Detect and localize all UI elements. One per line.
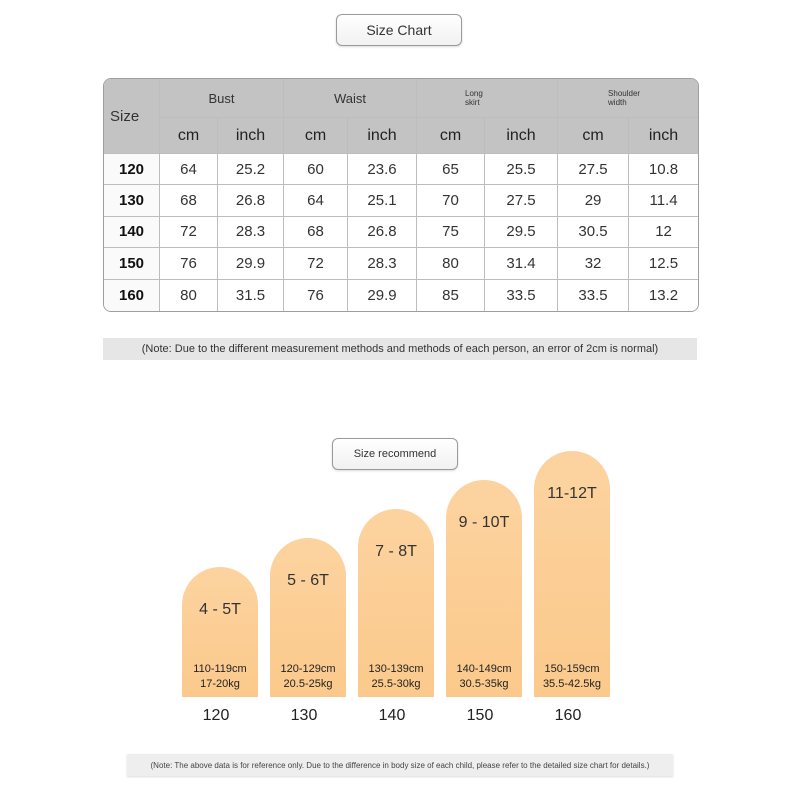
- table-cell: 76: [160, 248, 218, 279]
- body-measurements: [270, 662, 346, 692]
- bar-size-label: 150: [466, 707, 494, 724]
- table-cell: 29.9: [348, 280, 417, 311]
- table-cell: 32: [558, 248, 629, 279]
- table-row: [104, 217, 698, 248]
- unit-header: inch: [485, 118, 558, 154]
- table-cell: 25.2: [218, 154, 284, 185]
- header-group-row: [104, 79, 698, 118]
- group-header-shoulder-width: [558, 79, 698, 118]
- table-cell: 11.4: [629, 185, 698, 216]
- measurement-note: (Note: Due to the different measurement methods and methods of each person, an error of 2cm is normal): [103, 338, 697, 360]
- row-size-label: 130: [104, 185, 160, 216]
- table-row: [104, 280, 698, 311]
- height-range: 110-119cm: [193, 663, 247, 675]
- size-bar: [358, 509, 434, 697]
- table-cell: 29.5: [485, 217, 558, 248]
- height-range: 120-129cm: [280, 663, 336, 675]
- height-range: 130-139cm: [368, 663, 424, 675]
- size-bar: [182, 567, 258, 697]
- bar-size-label: 130: [290, 707, 318, 724]
- table-cell: 68: [160, 185, 218, 216]
- group-header-long-skirt: [417, 79, 558, 118]
- table-row: [104, 154, 698, 185]
- table-cell: 26.8: [218, 185, 284, 216]
- unit-header: cm: [417, 118, 485, 154]
- table-cell: 64: [160, 154, 218, 185]
- weight-range: 25.5-30kg: [371, 678, 421, 690]
- size-bar: [534, 451, 610, 697]
- table-cell: 27.5: [485, 185, 558, 216]
- table-cell: 65: [417, 154, 485, 185]
- table-cell: 64: [284, 185, 348, 216]
- body-measurements: [358, 662, 434, 692]
- table-cell: 33.5: [558, 280, 629, 311]
- unit-header: inch: [218, 118, 284, 154]
- table-row: [104, 248, 698, 279]
- table-cell: 80: [160, 280, 218, 311]
- unit-header: inch: [629, 118, 698, 154]
- age-range: 11-12T: [547, 485, 597, 502]
- table-cell: 26.8: [348, 217, 417, 248]
- size-chart-table: [103, 78, 699, 312]
- body-measurements: [182, 662, 258, 692]
- size-chart-body: [104, 154, 698, 311]
- table-cell: 31.5: [218, 280, 284, 311]
- group-header-bust: Bust: [160, 79, 284, 118]
- size-bar: [270, 538, 346, 697]
- table-row: [104, 185, 698, 216]
- unit-header: cm: [284, 118, 348, 154]
- height-range: 140-149cm: [456, 663, 512, 675]
- header-unit-row: [104, 118, 698, 154]
- body-measurements: [446, 662, 522, 692]
- bar-size-label: 140: [378, 707, 406, 724]
- table-cell: 12.5: [629, 248, 698, 279]
- unit-header: cm: [558, 118, 629, 154]
- table-cell: 70: [417, 185, 485, 216]
- table-cell: 30.5: [558, 217, 629, 248]
- table-cell: 60: [284, 154, 348, 185]
- weight-range: 35.5-42.5kg: [542, 678, 602, 690]
- size-column-header: Size: [104, 79, 160, 154]
- table-cell: 85: [417, 280, 485, 311]
- table-cell: 75: [417, 217, 485, 248]
- height-range: 150-159cm: [544, 663, 600, 675]
- table-cell: 29.9: [218, 248, 284, 279]
- table-cell: 29: [558, 185, 629, 216]
- reference-note: (Note: The above data is for reference only. Due to the difference in body size of each child, please refer to the detailed size chart for details.): [127, 754, 673, 776]
- row-size-label: 160: [104, 280, 160, 311]
- table-cell: 27.5: [558, 154, 629, 185]
- weight-range: 30.5-35kg: [459, 678, 509, 690]
- age-range: 9 - 10T: [458, 514, 510, 531]
- table-cell: 12: [629, 217, 698, 248]
- table-cell: 13.2: [629, 280, 698, 311]
- table-cell: 33.5: [485, 280, 558, 311]
- age-range: 7 - 8T: [375, 543, 417, 560]
- table-cell: 28.3: [218, 217, 284, 248]
- unit-header: cm: [160, 118, 218, 154]
- row-size-label: 140: [104, 217, 160, 248]
- table-cell: 31.4: [485, 248, 558, 279]
- unit-header: inch: [348, 118, 417, 154]
- weight-range: 20.5-25kg: [283, 678, 333, 690]
- row-size-label: 150: [104, 248, 160, 279]
- table-cell: 72: [160, 217, 218, 248]
- table-cell: 25.1: [348, 185, 417, 216]
- bar-size-label: 160: [554, 707, 582, 724]
- table-cell: 10.8: [629, 154, 698, 185]
- table-cell: 25.5: [485, 154, 558, 185]
- table-cell: 80: [417, 248, 485, 279]
- table-cell: 76: [284, 280, 348, 311]
- size-chart-title: Size Chart: [336, 14, 462, 46]
- table-cell: 72: [284, 248, 348, 279]
- weight-range: 17-20kg: [200, 678, 240, 690]
- row-size-label: 120: [104, 154, 160, 185]
- table-cell: 23.6: [348, 154, 417, 185]
- group-header-waist: Waist: [284, 79, 417, 118]
- bar-size-label: 120: [202, 707, 230, 724]
- table-cell: 68: [284, 217, 348, 248]
- age-range: 5 - 6T: [287, 572, 329, 589]
- size-recommend-title: Size recommend: [332, 438, 458, 470]
- table-cell: 28.3: [348, 248, 417, 279]
- body-measurements: [534, 662, 610, 692]
- age-range: 4 - 5T: [199, 601, 241, 618]
- size-bar: [446, 480, 522, 697]
- group-header-shoulder-width-label: Shoulder width: [608, 89, 641, 107]
- group-header-long-skirt-label: Long skirt: [465, 89, 483, 107]
